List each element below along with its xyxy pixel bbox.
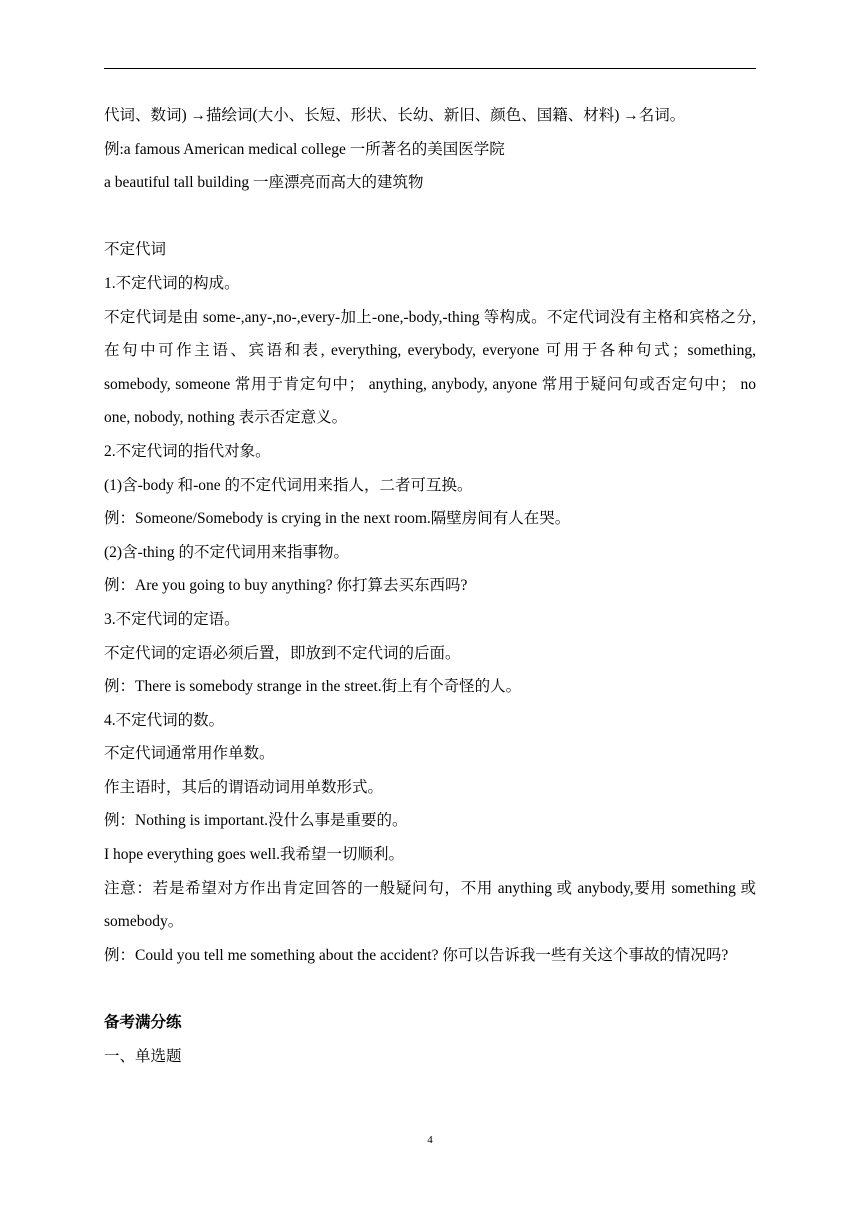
- blank-line: [104, 972, 756, 1006]
- question-type-heading: 一、单选题: [104, 1047, 182, 1065]
- text-line: 不定代词通常用作单数。: [104, 745, 275, 763]
- document-body: [104, 99, 756, 1073]
- text-line: 作主语时，其后的谓语动词用单数形式。: [104, 778, 384, 796]
- paragraph: 不定代词是由 some-,any-,no-,every-加上-one,-body,-thing 等构成。不定代词没有主格和宾格之分,在句中可作主语、宾语和表, everything, everybody, everyone 可用于各种句式；something, somebody, someone 常用于肯定句中； anything, anybody, anyone 常用于疑问句或否定句中； no one, nobody, nothing 表示否定意义。: [104, 308, 756, 427]
- subheading: 2.不定代词的指代对象。: [104, 442, 271, 460]
- text-line: 不定代词的定语必须后置，即放到不定代词的后面。: [104, 644, 461, 662]
- page-number: 4: [427, 1134, 433, 1146]
- example-line: I hope everything goes well.我希望一切顺利。: [104, 846, 405, 864]
- text-line: (2)含-thing 的不定代词用来指事物。: [104, 543, 349, 561]
- header-rule: [104, 68, 756, 69]
- example-paragraph: 例：Could you tell me something about the accident? 你可以告诉我一些有关这个事故的情况吗?: [104, 946, 729, 964]
- subheading: 1.不定代词的构成。: [104, 274, 240, 292]
- example-line: 例：Are you going to buy anything? 你打算去买东西吗?: [104, 577, 468, 595]
- subheading: 4.不定代词的数。: [104, 711, 225, 729]
- example-line: 例：Nothing is important.没什么事是重要的。: [104, 812, 408, 830]
- example-line: 例:a famous American medical college 一所著名的美国医学院: [104, 140, 505, 158]
- text-line: (1)含-body 和-one 的不定代词用来指人，二者可互换。: [104, 476, 473, 494]
- example-line: a beautiful tall building 一座漂亮而高大的建筑物: [104, 174, 424, 192]
- subheading: 3.不定代词的定语。: [104, 610, 240, 628]
- note-paragraph: 注意：若是希望对方作出肯定回答的一般疑问句，不用 anything 或 anybody,要用 something 或 somebody。: [104, 879, 756, 931]
- text-line: 代词、数词) →描绘词(大小、长短、形状、长幼、新旧、颜色、国籍、材料) →名词。: [104, 107, 686, 124]
- example-line: 例：Someone/Somebody is crying in the next room.隔壁房间有人在哭。: [104, 510, 571, 528]
- blank-line: [104, 200, 756, 234]
- section-title: 不定代词: [104, 241, 167, 259]
- example-line: 例：There is somebody strange in the street.街上有个奇怪的人。: [104, 678, 522, 696]
- practice-title: 备考满分练: [104, 1014, 182, 1032]
